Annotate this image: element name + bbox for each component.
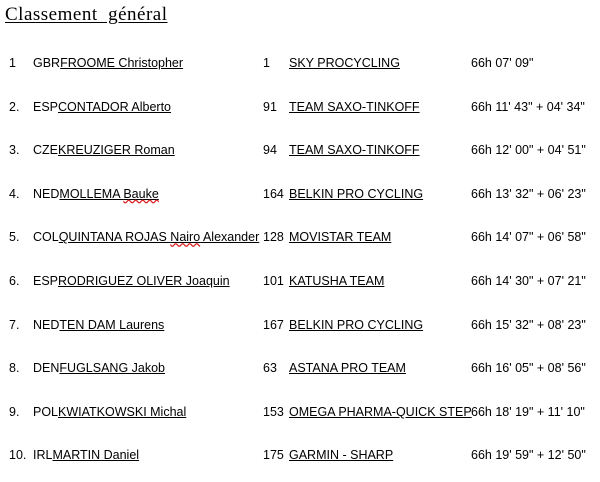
rider-cell xyxy=(33,98,171,116)
team-name: KATUSHA TEAM xyxy=(289,274,385,288)
finish-time: 66h 14' 07" + 06' 58" xyxy=(471,230,586,245)
nationality-code: ESP xyxy=(33,99,59,114)
rider-cell xyxy=(33,54,183,72)
nationality-code: DEN xyxy=(33,361,60,376)
rider-name xyxy=(58,274,230,288)
finish-time: 66h 19' 59" + 12' 50" xyxy=(471,448,586,463)
nationality-code: NED xyxy=(33,317,60,332)
bib-number: 91 xyxy=(263,99,277,114)
rank-number: 4. xyxy=(9,186,20,201)
nationality-code: POL xyxy=(33,404,59,419)
bib-number: 164 xyxy=(263,186,284,201)
rank-number: 6. xyxy=(9,274,20,288)
rider-name-part: Alexander xyxy=(200,230,260,245)
rider-name xyxy=(58,100,171,114)
rider-name-part: MOLLEMA xyxy=(59,186,124,201)
page-title: Classement général xyxy=(5,4,168,25)
rider-name xyxy=(58,143,175,157)
team-name: ASTANA PRO TEAM xyxy=(289,361,406,376)
nationality-code: GBR xyxy=(33,56,61,70)
rider-name xyxy=(60,56,183,70)
team-name: TEAM SAXO-TINKOFF xyxy=(289,143,420,158)
ranking-row xyxy=(0,446,600,464)
bib-number: 153 xyxy=(263,404,284,419)
team-name: TEAM SAXO-TINKOFF xyxy=(289,99,420,114)
finish-time: 66h 15' 32" + 08' 23" xyxy=(471,317,586,332)
nationality-code: COL xyxy=(33,230,59,245)
team-name: SKY PROCYCLING xyxy=(289,56,400,70)
finish-time: 66h 18' 19" + 11' 10" xyxy=(471,404,585,419)
rank-number: 3. xyxy=(9,143,20,158)
ranking-row xyxy=(0,98,600,116)
rider-name xyxy=(59,187,158,201)
rank-number: 10. xyxy=(9,448,27,463)
rider-cell xyxy=(33,316,164,334)
rank-number: 8. xyxy=(9,361,20,376)
ranking-row xyxy=(0,141,600,159)
ranking-row xyxy=(0,316,600,334)
rider-name-part: CONTADOR Alberto xyxy=(58,99,172,114)
rider-name-part: FUGLSANG Jakob xyxy=(59,361,165,376)
finish-time: 66h 14' 30" + 07' 21" xyxy=(471,274,586,288)
ranking-row xyxy=(0,359,600,377)
rider-name-part: TEN DAM Laurens xyxy=(59,317,165,332)
rank-number: 1 xyxy=(9,56,16,70)
team-name: MOVISTAR TEAM xyxy=(289,230,392,245)
finish-time: 66h 07' 09" xyxy=(471,56,534,70)
rider-name xyxy=(52,448,139,462)
spellcheck-flagged-word: Nairo xyxy=(170,230,201,245)
rider-cell xyxy=(33,185,159,203)
team-name: BELKIN PRO CYCLING xyxy=(289,317,424,332)
ranking-row xyxy=(0,185,600,203)
bib-number: 101 xyxy=(263,274,284,288)
finish-time: 66h 13' 32" + 06' 23" xyxy=(471,186,586,201)
rider-cell xyxy=(33,446,139,464)
rank-number: 7. xyxy=(9,317,20,332)
bib-number: 63 xyxy=(263,361,277,376)
nationality-code: ESP xyxy=(33,274,59,288)
rider-name-part: KWIATKOWSKI Michal xyxy=(58,404,187,419)
rider-cell xyxy=(33,141,175,159)
bib-number: 175 xyxy=(263,448,284,463)
ranking-row xyxy=(0,403,600,421)
rank-number: 9. xyxy=(9,404,20,419)
finish-time: 66h 11' 43" + 04' 34" xyxy=(471,99,585,114)
team-name: GARMIN - SHARP xyxy=(289,448,394,463)
bib-number: 167 xyxy=(263,317,284,332)
rank-number: 2. xyxy=(9,99,20,114)
spellcheck-flagged-word: Bauke xyxy=(123,186,159,201)
bib-number: 128 xyxy=(263,230,284,245)
rider-cell xyxy=(33,228,259,246)
rider-name xyxy=(58,405,186,419)
rider-name-part: MARTIN Daniel xyxy=(52,448,140,463)
bib-number: 94 xyxy=(263,143,277,158)
rider-name xyxy=(59,230,260,244)
rider-name xyxy=(59,361,165,375)
rider-name-part: KREUZIGER Roman xyxy=(58,143,175,158)
rider-cell xyxy=(33,403,186,421)
bib-number: 1 xyxy=(263,56,270,70)
rider-name-part: RODRIGUEZ OLIVER Joaquin xyxy=(58,274,230,288)
ranking-row xyxy=(0,228,600,246)
team-name: BELKIN PRO CYCLING xyxy=(289,186,424,201)
rider-name-part: FROOME Christopher xyxy=(60,56,184,70)
nationality-code: NED xyxy=(33,186,60,201)
rider-cell xyxy=(33,359,165,377)
rider-name xyxy=(59,318,164,332)
finish-time: 66h 12' 00" + 04' 51" xyxy=(471,143,586,158)
nationality-code: IRL xyxy=(33,448,53,463)
rider-cell xyxy=(33,272,230,290)
ranking-row xyxy=(0,272,600,290)
rank-number: 5. xyxy=(9,230,20,245)
team-name: OMEGA PHARMA-QUICK STEP xyxy=(289,404,472,419)
rider-name-part: QUINTANA ROJAS xyxy=(58,230,171,245)
ranking-row xyxy=(0,54,600,72)
finish-time: 66h 16' 05" + 08' 56" xyxy=(471,361,586,376)
nationality-code: CZE xyxy=(33,143,58,158)
